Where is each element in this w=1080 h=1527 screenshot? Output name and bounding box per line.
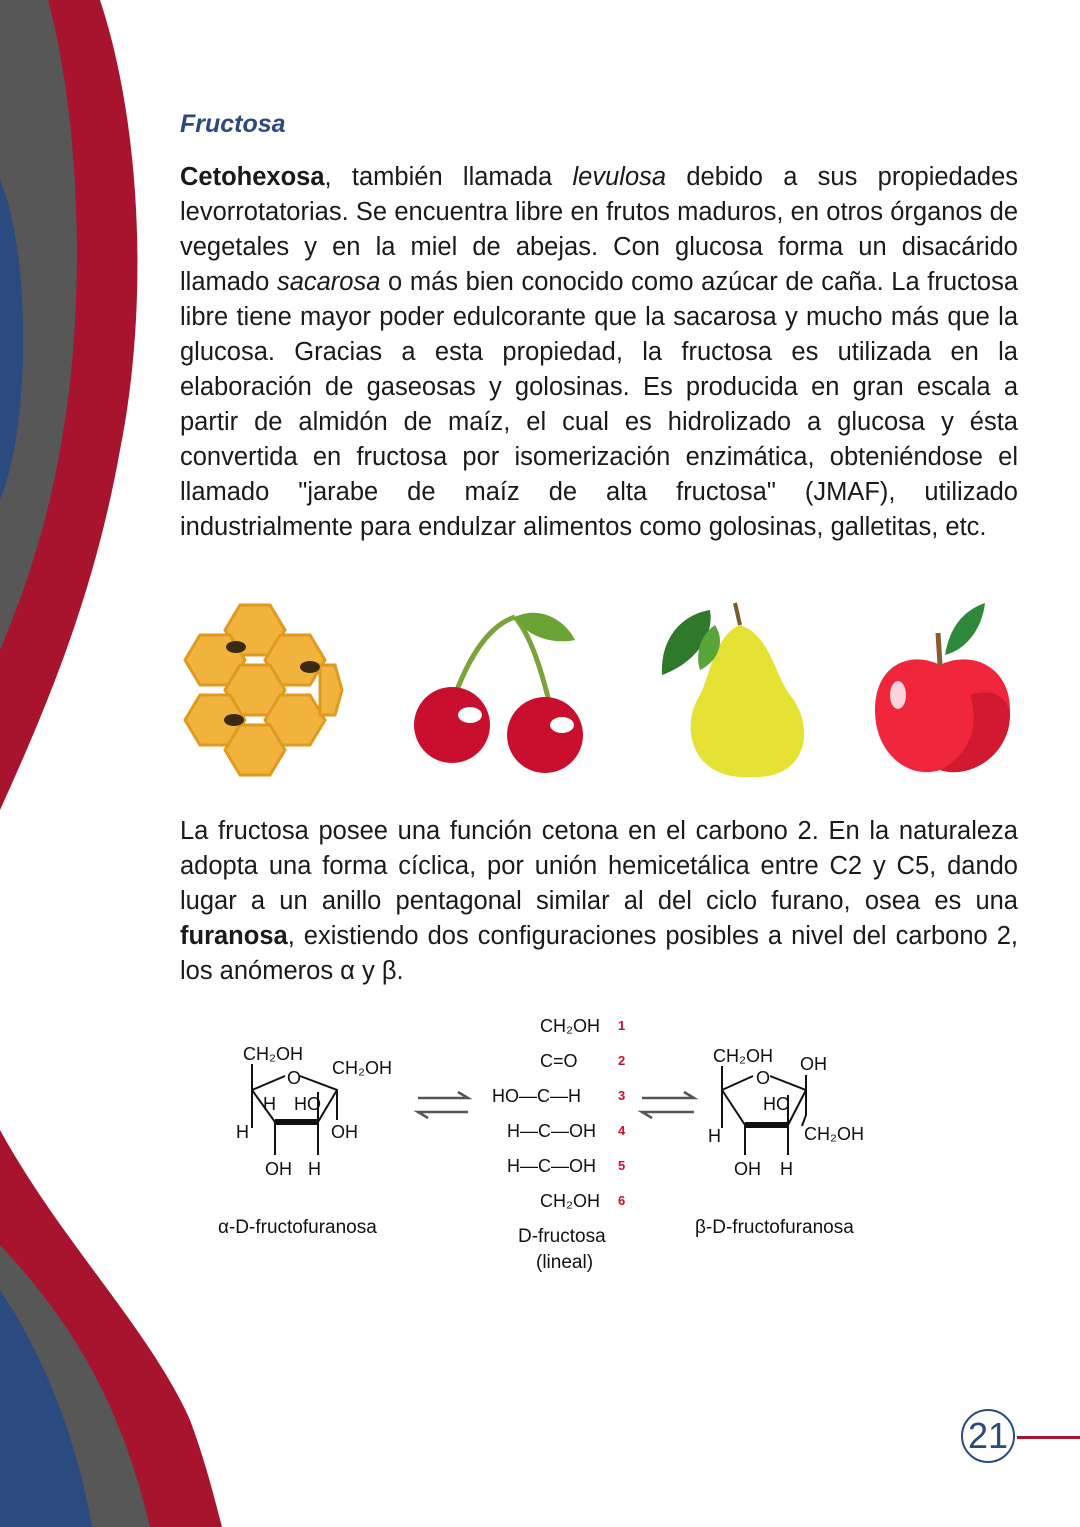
paragraph-furanosa — [180, 814, 1018, 989]
text: , existiendo dos configuraciones posibles a nivel del carbono 2, los anómeros — [180, 922, 1018, 985]
label: H — [780, 1159, 793, 1179]
text: y β. — [354, 957, 404, 985]
label: CH₂OH — [540, 1016, 600, 1036]
page-number: 21 — [961, 1409, 1015, 1463]
label: OH — [734, 1159, 761, 1179]
fruit-illustrations — [170, 595, 1030, 785]
label: OH — [331, 1122, 358, 1142]
label: H—C—OH — [507, 1156, 596, 1176]
carbon-number: 4 — [618, 1123, 626, 1138]
carbon-number: 2 — [618, 1053, 626, 1068]
fructose-structures-diagram — [200, 1000, 920, 1290]
label: O — [287, 1068, 302, 1088]
label: HO — [294, 1094, 321, 1114]
linear-caption-sub: (lineal) — [536, 1252, 594, 1273]
text: , también llamada — [324, 163, 573, 191]
term-levulosa: levulosa — [572, 163, 667, 191]
apple-image — [875, 603, 1010, 772]
alpha-symbol: α — [340, 957, 355, 985]
label: H — [308, 1159, 321, 1179]
carbon-number: 6 — [618, 1193, 626, 1208]
label: OH — [800, 1054, 827, 1074]
label: HO—C—H — [492, 1086, 581, 1106]
label: CH₂OH — [243, 1044, 303, 1064]
carbon-number: 5 — [618, 1158, 626, 1173]
alpha-caption: α-D-fructofuranosa — [218, 1217, 377, 1238]
label: CH₂OH — [332, 1058, 392, 1078]
label: CH₂OH — [713, 1046, 773, 1066]
honeycomb-image — [185, 605, 342, 775]
label: H — [708, 1126, 721, 1146]
label: H—C—OH — [507, 1121, 596, 1141]
term-sacarosa: sacarosa — [276, 268, 381, 296]
label: H — [236, 1122, 249, 1142]
carbon-number: 1 — [618, 1018, 626, 1033]
term-furanosa: furanosa — [180, 922, 288, 950]
term-cetohexosa: Cetohexosa — [180, 163, 325, 191]
beta-fructofuranose-structure — [695, 1046, 864, 1238]
paragraph-intro — [180, 160, 1018, 545]
pear-image — [662, 603, 804, 777]
linear-caption: D-fructosa — [518, 1226, 606, 1247]
label: HO — [763, 1094, 790, 1114]
label: OH — [265, 1159, 292, 1179]
label: C=O — [540, 1051, 578, 1071]
page-number-rule — [1017, 1436, 1080, 1439]
label: O — [756, 1068, 771, 1088]
carbon-number: 3 — [618, 1088, 626, 1103]
text: debido a sus propiedades levorrotatorias. Se encuentra libre en frutos maduros, en otros órganos de vegetales y en la miel de abejas. Con glucosa forma un disacárido llamado — [180, 163, 1019, 296]
section-title: Fructosa — [180, 110, 286, 138]
alpha-fructofuranose-structure — [218, 1044, 392, 1238]
text: La fructosa posee una función cetona en el carbono 2. En la naturaleza adopta una forma cíclica, por unión hemicetálica entre C2 y C5, dando lugar a un anillo pentagonal similar al del ciclo furano, osea es una — [180, 817, 1018, 915]
beta-caption: β-D-fructofuranosa — [695, 1217, 854, 1238]
label: H — [263, 1094, 276, 1114]
label: CH₂OH — [804, 1124, 864, 1144]
text: o más bien conocido como azúcar de caña. La fructosa libre tiene mayor poder edulcorante que la sacarosa y mucho más que la glucosa. Gracias a esta propiedad, la fructosa es utilizada en la elaboración de gaseosas y golosinas. Es producida en gran escala a partir de almidón de maíz, el cual es hidrolizado a glucosa y ésta convertida en fructosa por isomerización enzimática, obteniéndose el llamado "jarabe de maíz de alta fructosa" (JMAF), utilizado industrialmente para endulzar alimentos como golosinas, galletitas, etc. — [180, 268, 1019, 541]
label: CH₂OH — [540, 1191, 600, 1211]
d-fructose-linear-structure — [492, 1016, 626, 1273]
cherries-image — [414, 613, 583, 773]
